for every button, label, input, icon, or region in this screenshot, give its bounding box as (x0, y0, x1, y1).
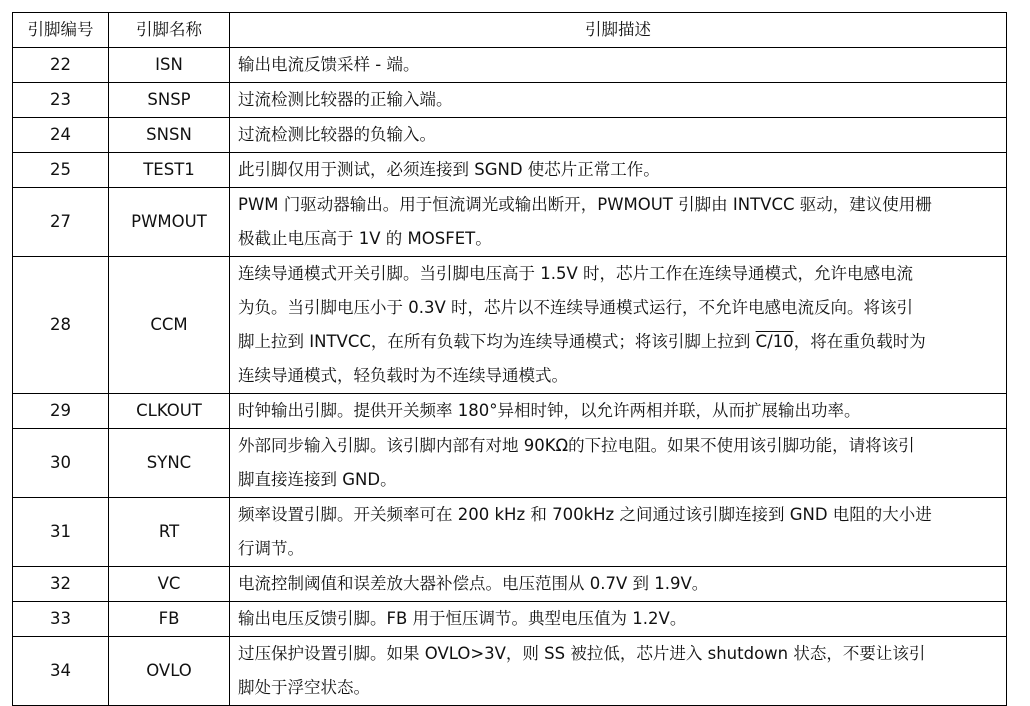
header-pin-name: 引脚名称 (109, 13, 230, 48)
table-row (13, 153, 1007, 188)
pin-number: 23 (13, 83, 109, 118)
table-row (13, 257, 1007, 394)
pin-description: 过流检测比较器的负输入。 (230, 118, 1007, 153)
pin-description: 过流检测比较器的正输入端。 (230, 83, 1007, 118)
table-row (13, 637, 1007, 706)
table-row (13, 83, 1007, 118)
table-row (13, 394, 1007, 429)
table-row (13, 429, 1007, 498)
pin-description: 时钟输出引脚。提供开关频率 180°异相时钟，以允许两相并联，从而扩展输出功率。 (230, 394, 1007, 429)
pin-name: SNSP (109, 83, 230, 118)
pin-number: 33 (13, 602, 109, 637)
table-row (13, 602, 1007, 637)
pin-number: 25 (13, 153, 109, 188)
pin-number: 27 (13, 188, 109, 257)
pin-description: 电流控制阈值和误差放大器补偿点。电压范围从 0.7V 到 1.9V。 (230, 567, 1007, 602)
pin-name: OVLO (109, 637, 230, 706)
pin-number: 24 (13, 118, 109, 153)
pin-name: SNSN (109, 118, 230, 153)
pin-name: VC (109, 567, 230, 602)
pin-number: 30 (13, 429, 109, 498)
pin-name: FB (109, 602, 230, 637)
header-pin-number: 引脚编号 (13, 13, 109, 48)
header-pin-description: 引脚描述 (230, 13, 1007, 48)
pin-description: 输出电压反馈引脚。FB 用于恒压调节。典型电压值为 1.2V。 (230, 602, 1007, 637)
table-header-row (13, 13, 1007, 48)
table-row (13, 48, 1007, 83)
pin-description: 外部同步输入引脚。该引脚内部有对地 90KΩ的下拉电阻。如果不使用该引脚功能，请将该引 脚直接连接到 GND。 (230, 429, 1007, 498)
table-row (13, 567, 1007, 602)
pin-description: 过压保护设置引脚。如果 OVLO>3V，则 SS 被拉低，芯片进入 shutdown 状态，不要让该引 脚处于浮空状态。 (230, 637, 1007, 706)
pin-description: 频率设置引脚。开关频率可在 200 kHz 和 700kHz 之间通过该引脚连接到 GND 电阻的大小进 行调节。 (230, 498, 1007, 567)
table-row (13, 498, 1007, 567)
pin-name: TEST1 (109, 153, 230, 188)
pin-description: 输出电流反馈采样 - 端。 (230, 48, 1007, 83)
pin-description-table (12, 12, 1007, 706)
overline-signal-name: C/10 (755, 332, 794, 351)
description-text: 连续导通模式开关引脚。当引脚电压高于 1.5V 时，芯片工作在连续导通模式，允许电感电流 为负。当引脚电压小于 0.3V 时，芯片以不连续导通模式运行，不允许电感电流反向。将该引 脚上拉到 INTVCC，在所有负载下均为连续导通模式；将该引脚上拉到 (238, 264, 914, 351)
pin-number: 29 (13, 394, 109, 429)
pin-number: 34 (13, 637, 109, 706)
pin-number: 28 (13, 257, 109, 394)
description-text: ，将在重负载时为 连续导通模式，轻负载时为不连续导通模式。 (238, 332, 926, 385)
pin-name: CCM (109, 257, 230, 394)
pin-name: PWMOUT (109, 188, 230, 257)
pin-description (230, 257, 1007, 394)
pin-number: 32 (13, 567, 109, 602)
table-row (13, 118, 1007, 153)
pin-name: CLKOUT (109, 394, 230, 429)
pin-description: PWM 门驱动器输出。用于恒流调光或输出断开，PWMOUT 引脚由 INTVCC 驱动，建议使用栅 极截止电压高于 1V 的 MOSFET。 (230, 188, 1007, 257)
pin-name: SYNC (109, 429, 230, 498)
pin-number: 22 (13, 48, 109, 83)
pin-name: RT (109, 498, 230, 567)
table-row (13, 188, 1007, 257)
pin-number: 31 (13, 498, 109, 567)
pin-name: ISN (109, 48, 230, 83)
pin-description: 此引脚仅用于测试，必须连接到 SGND 使芯片正常工作。 (230, 153, 1007, 188)
